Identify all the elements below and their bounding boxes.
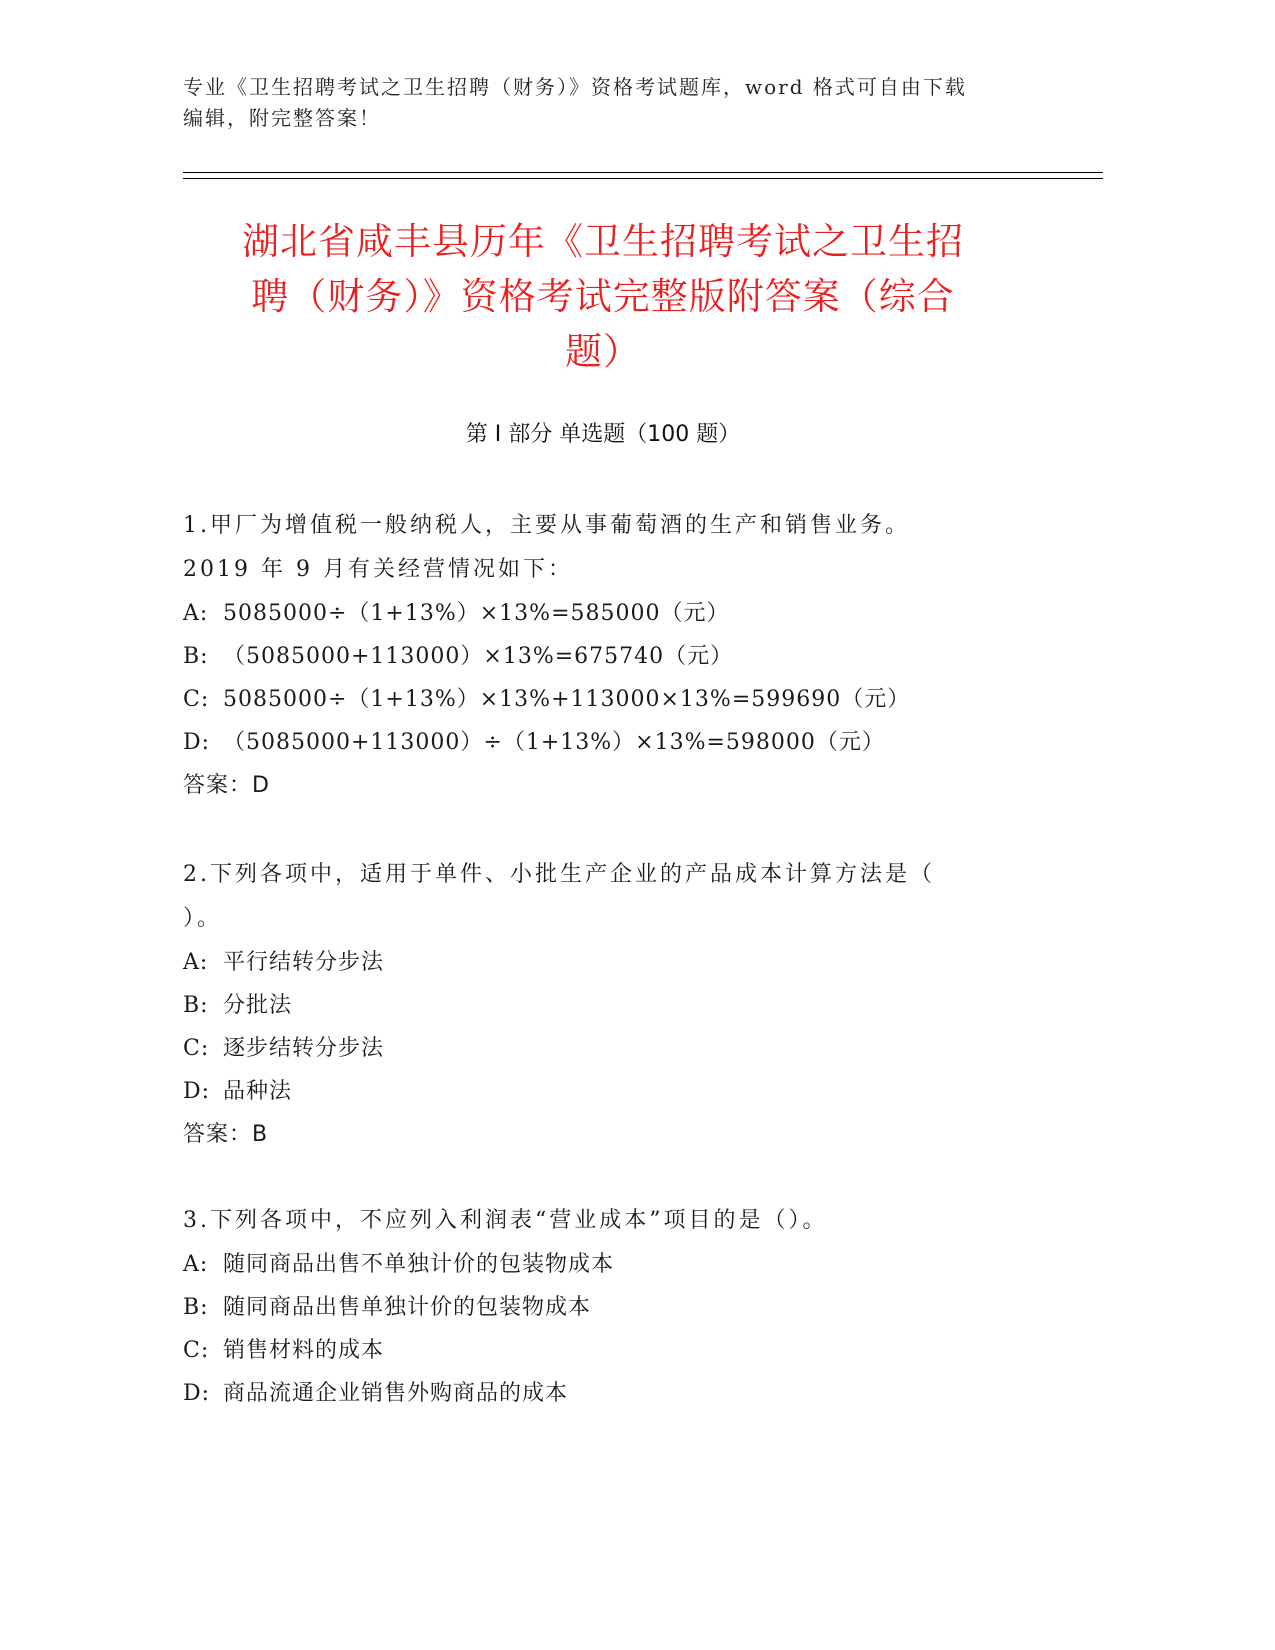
title-line-3: 题）: [565, 330, 641, 373]
option-text: 品种法: [223, 1079, 293, 1104]
question-stem-line-1: 2.下列各项中，适用于单件、小批生产企业的产品成本计算方法是（: [183, 862, 935, 887]
question-3: [183, 1199, 1043, 1415]
option-label: A:: [183, 601, 209, 626]
option-label: A:: [183, 950, 209, 975]
option-label: B:: [183, 644, 209, 669]
option-label: D:: [183, 1381, 211, 1406]
option-text: 5085000÷（1+13%）×13%+113000×13%=599690（元）: [223, 687, 911, 712]
option-label: B:: [183, 1295, 209, 1320]
question-2: [183, 853, 1043, 1157]
section-heading: 第 I 部分 单选题（100 题）: [465, 422, 741, 447]
option-text: 逐步结转分步法: [223, 1036, 385, 1061]
option-label: B:: [183, 993, 209, 1018]
question-stem-line-1: 3.下列各项中，不应列入利润表“营业成本”项目的是（）。: [183, 1208, 828, 1233]
option-text: （5085000+113000）×13%=675740（元）: [223, 644, 734, 669]
option-text: 分批法: [223, 993, 293, 1018]
header-divider-top: [183, 172, 1103, 173]
option-text: 商品流通企业销售外购商品的成本: [223, 1381, 569, 1406]
option-text: （5085000+113000）÷（1+13%）×13%=598000（元）: [223, 730, 885, 755]
title-line-2: 聘（财务）》资格考试完整版附答案（综合: [251, 275, 955, 318]
option-label: C:: [183, 687, 210, 712]
option-a: [183, 941, 1043, 984]
option-d: [183, 1070, 1043, 1113]
option-text: 随同商品出售单独计价的包装物成本: [223, 1295, 592, 1320]
option-text: 销售材料的成本: [223, 1338, 385, 1363]
title-line-1: 湖北省咸丰县历年《卫生招聘考试之卫生招: [242, 220, 964, 263]
option-b: [183, 635, 1043, 678]
option-b: [183, 1286, 1043, 1329]
option-text: 5085000÷（1+13%）×13%=585000（元）: [223, 601, 730, 626]
option-text: 平行结转分步法: [223, 950, 385, 975]
option-d: [183, 721, 1043, 764]
question-stem-line-2: ）。: [183, 906, 223, 931]
option-label: C:: [183, 1338, 210, 1363]
option-d: [183, 1372, 1043, 1415]
document-header: [183, 72, 1063, 134]
option-a: [183, 592, 1043, 635]
option-a: [183, 1243, 1043, 1286]
option-label: A:: [183, 1252, 209, 1277]
question-stem-line-2: 2019 年 9 月有关经营情况如下：: [183, 557, 573, 582]
question-1: [183, 504, 1043, 808]
header-line-1: 专业《卫生招聘考试之卫生招聘（财务）》资格考试题库，word 格式可自由下载: [183, 75, 967, 99]
option-label: D:: [183, 730, 211, 755]
option-c: [183, 678, 1043, 721]
document-title: [183, 214, 1023, 379]
answer-line: 答案：D: [183, 773, 270, 798]
option-b: [183, 984, 1043, 1027]
answer-line: 答案：B: [183, 1122, 269, 1147]
header-line-2: 编辑，附完整答案！: [183, 106, 381, 130]
header-divider-bottom: [183, 178, 1103, 179]
option-label: C:: [183, 1036, 210, 1061]
option-text: 随同商品出售不单独计价的包装物成本: [223, 1252, 615, 1277]
option-label: D:: [183, 1079, 211, 1104]
question-stem-line-1: 1.甲厂为增值税一般纳税人，主要从事葡萄酒的生产和销售业务。: [183, 513, 910, 538]
option-c: [183, 1329, 1043, 1372]
option-c: [183, 1027, 1043, 1070]
